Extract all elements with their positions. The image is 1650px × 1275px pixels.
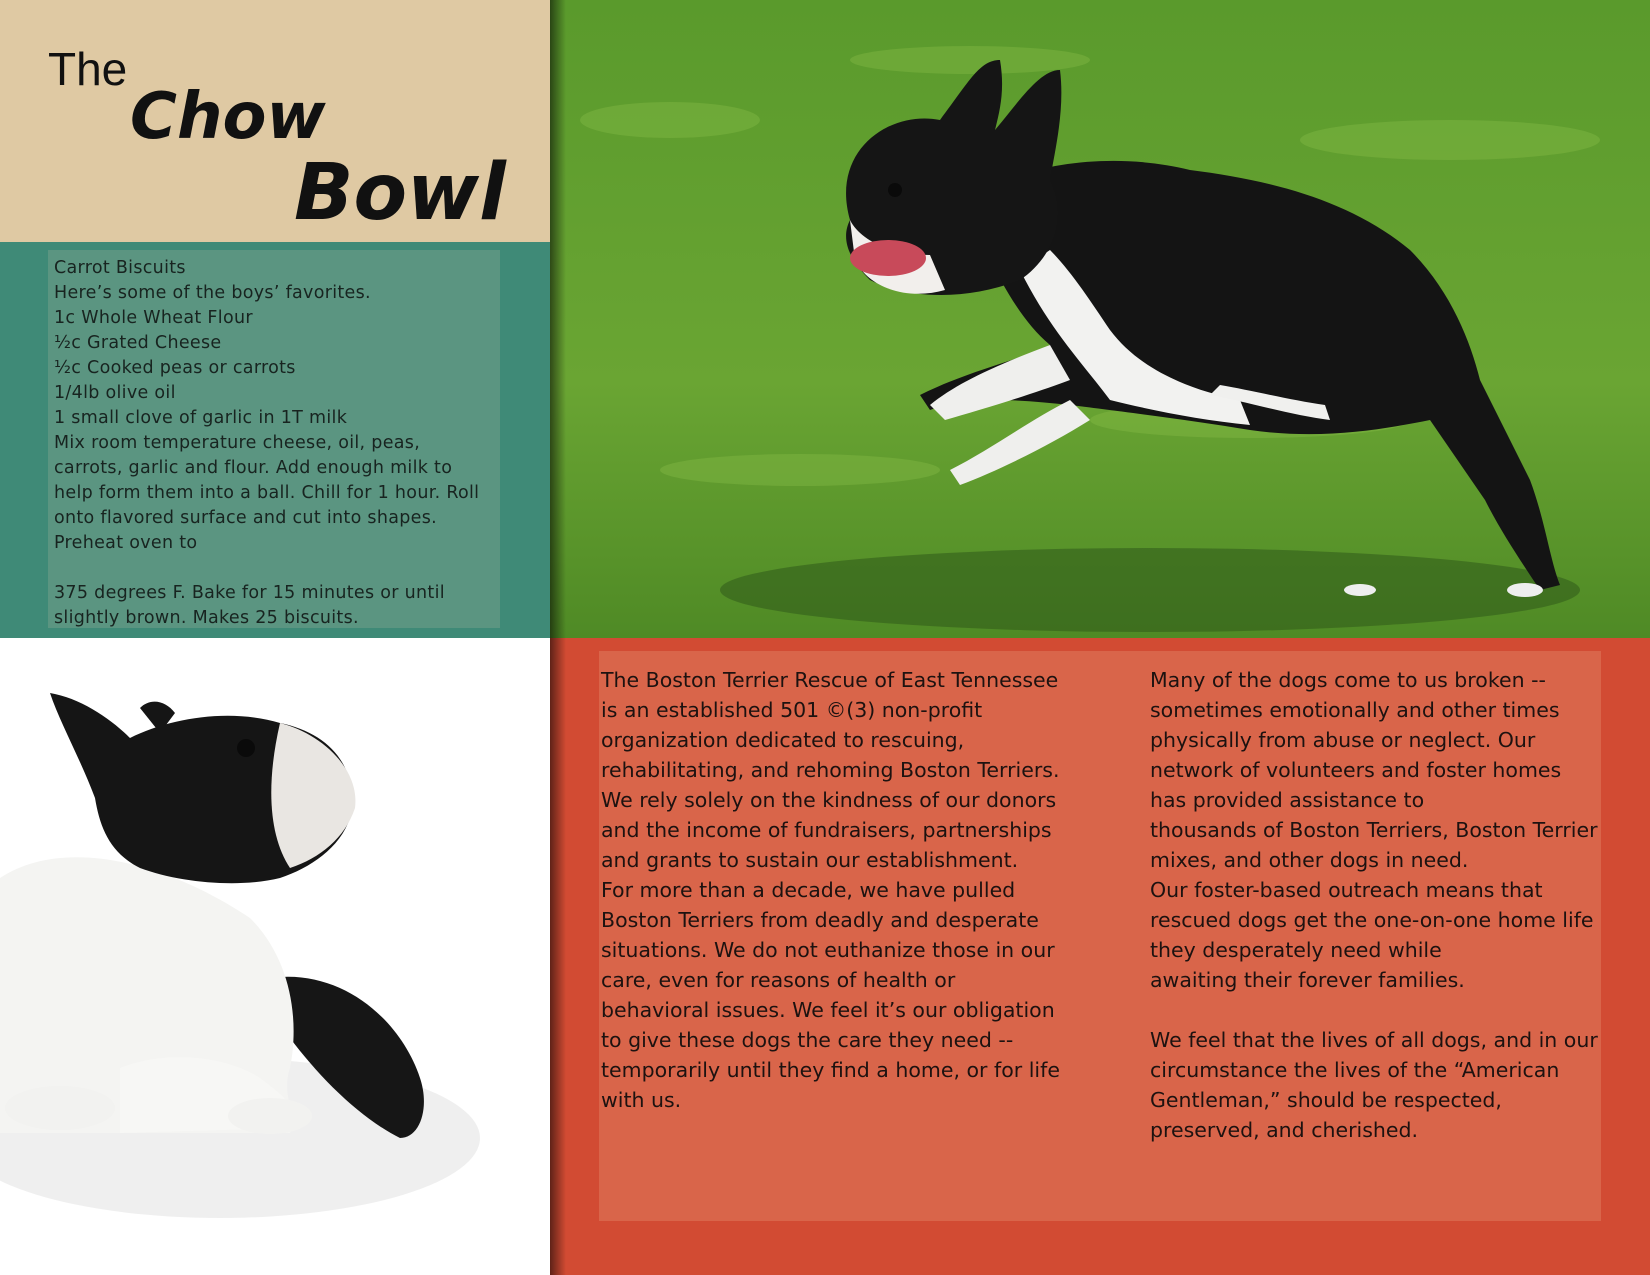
about-card: [599, 651, 1601, 1221]
title-block: [0, 0, 550, 242]
recipe-text: Carrot Biscuits Here’s some of the boys’ favorites. 1c Whole Wheat Flour ½c Grated Cheese ½c Cooked peas or carrots 1/4lb olive oil 1 small clove of garlic in 1T milk Mix room temperature cheese, oil, peas, carrots, garlic and flour. Add enough milk to help form them into a ball. Chill for 1 hour. Roll onto flavored surface and cut into shapes. Preheat oven to 375 degrees F. Bake for 15 minutes or until slightly brown. Makes 25 biscuits.: [54, 258, 480, 628]
running-dog-image: [550, 0, 1650, 638]
recipe-panel: [0, 242, 550, 638]
about-left-column: The Boston Terrier Rescue of East Tennessee is an established 501 ©(3) non-profit organization dedicated to rescuing, rehabilitating, and rehoming Boston Terriers. We rely solely on the kindness of our donors and the income of fundraisers, partnerships and grants to sustain our establishment. For more than a decade, we have pulled Boston Terriers from deadly and desperate situations. We do not euthanize those in our care, even for reasons of health or behavioral issues. We feel it’s our obligation to give these dogs the care they need -- temporarily until they find a home, or for life with us.: [601, 668, 1060, 1112]
title-the: The: [48, 43, 128, 95]
title-bowl: Bowl: [294, 148, 506, 238]
running-dog-photo: [550, 0, 1650, 638]
title-chow: Chow: [130, 80, 326, 154]
sitting-dog-photo: [0, 638, 550, 1275]
about-right-column: Many of the dogs come to us broken -- sometimes emotionally and other times physically from abuse or neglect. Our network of volunteers and foster homes has provided assistance to thousands of Boston Terriers, Boston Terrier mixes, and other dogs in need. Our foster-based outreach means that rescued dogs get the one-on-one home life they desperately need while awaiting their forever families. We feel that the lives of all dogs, and in our circumstance the lives of the “American Gentleman,” should be respected, preserved, and cherished.: [1150, 668, 1598, 1142]
about-panel: [550, 638, 1650, 1275]
sitting-dog-image: [0, 638, 550, 1275]
recipe-card: [48, 250, 500, 628]
